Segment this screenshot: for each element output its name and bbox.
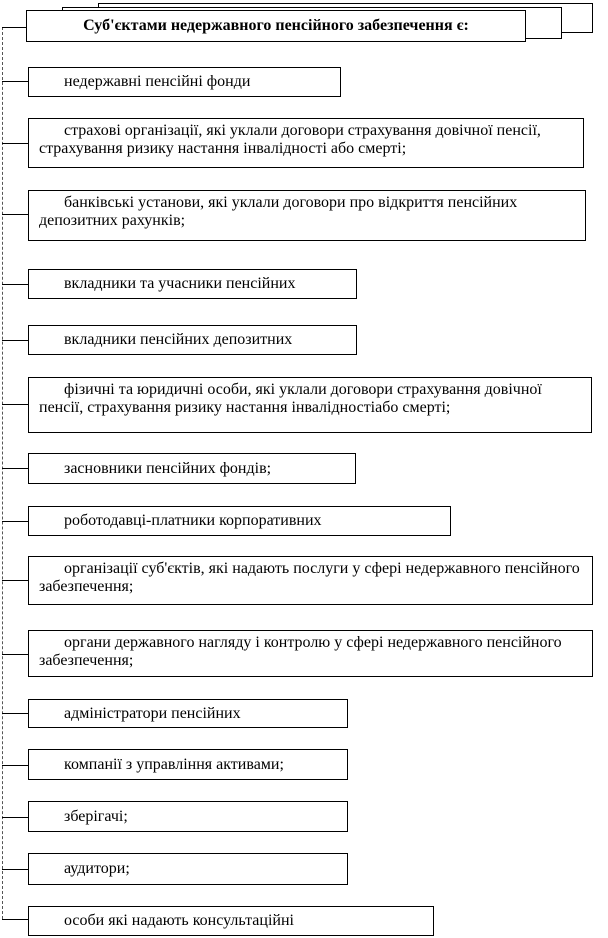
subject-box: [28, 506, 451, 536]
diagram-title: Суб'єктами недержавного пенсійного забезпечення є:: [83, 17, 469, 34]
subject-text: банківські установи, які уклали договори про відкриття пенсійних депозитних рахунків;: [39, 194, 518, 229]
subject-box: [28, 67, 341, 97]
subject-box: [28, 749, 348, 780]
subject-text: зберігачі;: [64, 807, 128, 825]
connector-trunk: [2, 27, 3, 919]
connector-branch: [2, 468, 28, 469]
connector-branch: [2, 214, 28, 215]
subject-box: [28, 630, 593, 677]
connector-branch: [2, 521, 28, 522]
subject-text: аудитори;: [64, 860, 130, 877]
subject-text: вкладники пенсійних депозитних: [64, 331, 293, 348]
connector-branch: [2, 817, 28, 818]
subject-box: [28, 377, 592, 433]
subject-text: страхові організації, які уклали договори страхування довічної пенсії, страхування ризику настання інвалідності або смерті;: [39, 122, 541, 157]
subject-text: роботодавці-платники корпоративних: [64, 512, 322, 529]
connector-branch: [2, 284, 28, 285]
subject-text: фізичні та юридичні особи, які уклали договори страхування довічної пенсії, страхування ризику настання інвалідностіабо смерті;: [39, 381, 542, 416]
subject-text: адміністратори пенсійних: [64, 704, 241, 722]
connector-branch: [2, 143, 28, 144]
connector-branch: [2, 765, 28, 766]
subject-text: недержавні пенсійні фонди: [64, 73, 251, 90]
connector-branch: [2, 340, 28, 341]
subject-text: організації суб'єктів, які надають послуги у сфері недержавного пенсійного забезпечення;: [39, 560, 580, 595]
connector-branch: [2, 869, 28, 870]
subject-text: засновники пенсійних фондів;: [64, 459, 272, 477]
subject-text: вкладники та учасники пенсійних: [64, 275, 296, 292]
connector-branch: [2, 654, 28, 655]
subject-box: [28, 325, 357, 355]
connector-branch: [2, 580, 28, 581]
subject-text: органи державного нагляду і контролю у сфері недержавного пенсійного забезпечення;: [39, 634, 562, 669]
connector-branch: [2, 919, 28, 920]
subject-box: [28, 269, 357, 299]
subject-box: [28, 118, 584, 168]
connector-title: [2, 27, 26, 28]
connector-branch: [2, 404, 28, 405]
subject-box: [28, 556, 593, 605]
subject-box: [28, 853, 348, 885]
subject-box: [28, 801, 348, 832]
subject-box: [28, 699, 348, 728]
subject-box: [28, 906, 434, 936]
subject-text: компанії з управління активами;: [64, 755, 284, 773]
subject-box: [28, 190, 586, 241]
connector-branch: [2, 713, 28, 714]
connector-branch: [2, 81, 28, 82]
subject-box: [28, 453, 356, 484]
subject-text: особи які надають консультаційні: [64, 912, 294, 929]
